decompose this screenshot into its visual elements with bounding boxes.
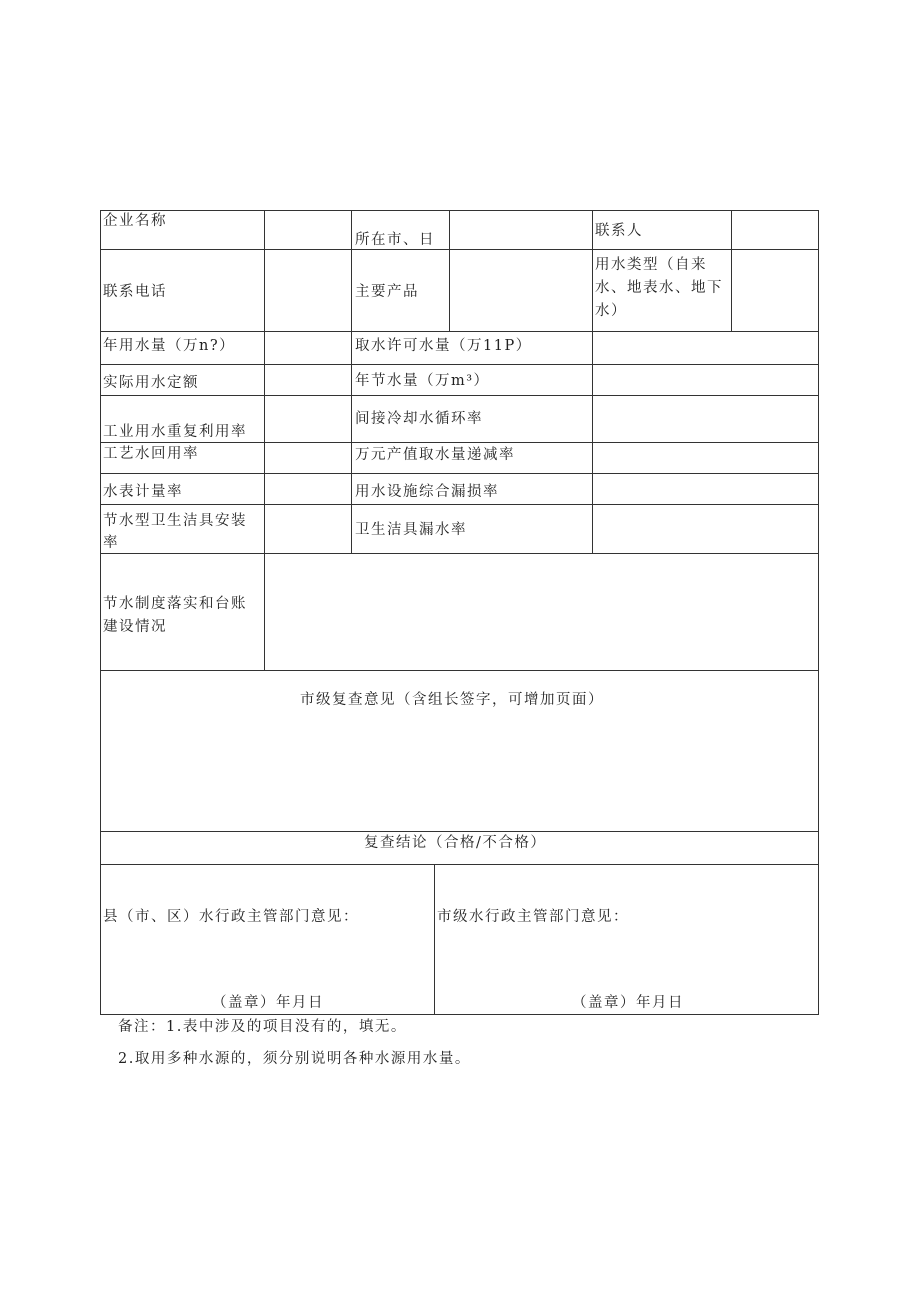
label-system-line2: 建设情况 — [103, 619, 167, 635]
county-opinion-label: 县（市、区）水行政主管部门意见： — [103, 909, 359, 925]
label-main-product: 主要产品 — [355, 284, 419, 300]
label-water-type-line2: 水、地表水、地下 — [595, 280, 723, 296]
conclusion-heading: 复查结论（合格/不合格） — [364, 835, 547, 851]
label-cooling-cycle-rate: 间接冷却水循环率 — [355, 411, 483, 427]
row-divider — [100, 395, 819, 396]
label-system-line1: 节水制度落实和台账 — [103, 596, 247, 612]
row-divider — [100, 331, 819, 332]
note-2: 2.取用多种水源的，须分别说明各种水源用水量。 — [118, 1051, 471, 1067]
label-annual-water-use: 年用水量（万n?） — [103, 338, 236, 354]
row-divider — [100, 864, 819, 865]
label-intake-decrease-rate: 万元产值取水量递减率 — [355, 447, 515, 463]
label-permit-water: 取水许可水量（万11P） — [355, 338, 532, 354]
label-contact-person: 联系人 — [595, 223, 643, 239]
col-divider — [731, 210, 732, 331]
label-process-reuse-rate: 工艺水回用率 — [103, 446, 199, 462]
label-actual-quota: 实际用水定额 — [103, 375, 199, 391]
label-enterprise-name: 企业名称 — [103, 213, 167, 229]
col-divider — [449, 210, 450, 331]
label-sanitary-install-line2: 率 — [103, 535, 119, 551]
label-location: 所在市、日 — [355, 232, 435, 248]
col-divider — [592, 210, 593, 553]
label-sanitary-install-line1: 节水型卫生洁具安装 — [103, 513, 247, 529]
city-opinion-label: 市级水行政主管部门意见： — [437, 909, 629, 925]
label-industrial-reuse-rate: 工业用水重复利用率 — [103, 424, 247, 440]
label-water-type-line3: 水） — [595, 303, 627, 319]
row-divider — [100, 504, 819, 505]
review-opinion-heading: 市级复查意见（含组长签字，可增加页面） — [300, 692, 604, 708]
city-seal-date: （盖章）年月日 — [572, 995, 684, 1011]
row-divider — [100, 473, 819, 474]
row-divider — [100, 553, 819, 554]
label-meter-rate: 水表计量率 — [103, 484, 183, 500]
row-divider — [100, 249, 819, 250]
col-divider — [351, 210, 352, 553]
label-sanitary-leak-rate: 卫生洁具漏水率 — [355, 522, 467, 538]
col-divider — [434, 864, 435, 1015]
note-1: 备注：1.表中涉及的项目没有的，填无。 — [118, 1019, 407, 1035]
county-seal-date: （盖章）年月日 — [212, 995, 324, 1011]
col-divider — [264, 210, 265, 670]
label-leak-rate: 用水设施综合漏损率 — [355, 484, 499, 500]
row-divider — [100, 670, 819, 671]
label-annual-saving: 年节水量（万m³） — [355, 373, 490, 389]
row-divider — [100, 364, 819, 365]
label-phone: 联系电话 — [103, 284, 167, 300]
label-water-type-line1: 用水类型（自来 — [595, 257, 707, 273]
